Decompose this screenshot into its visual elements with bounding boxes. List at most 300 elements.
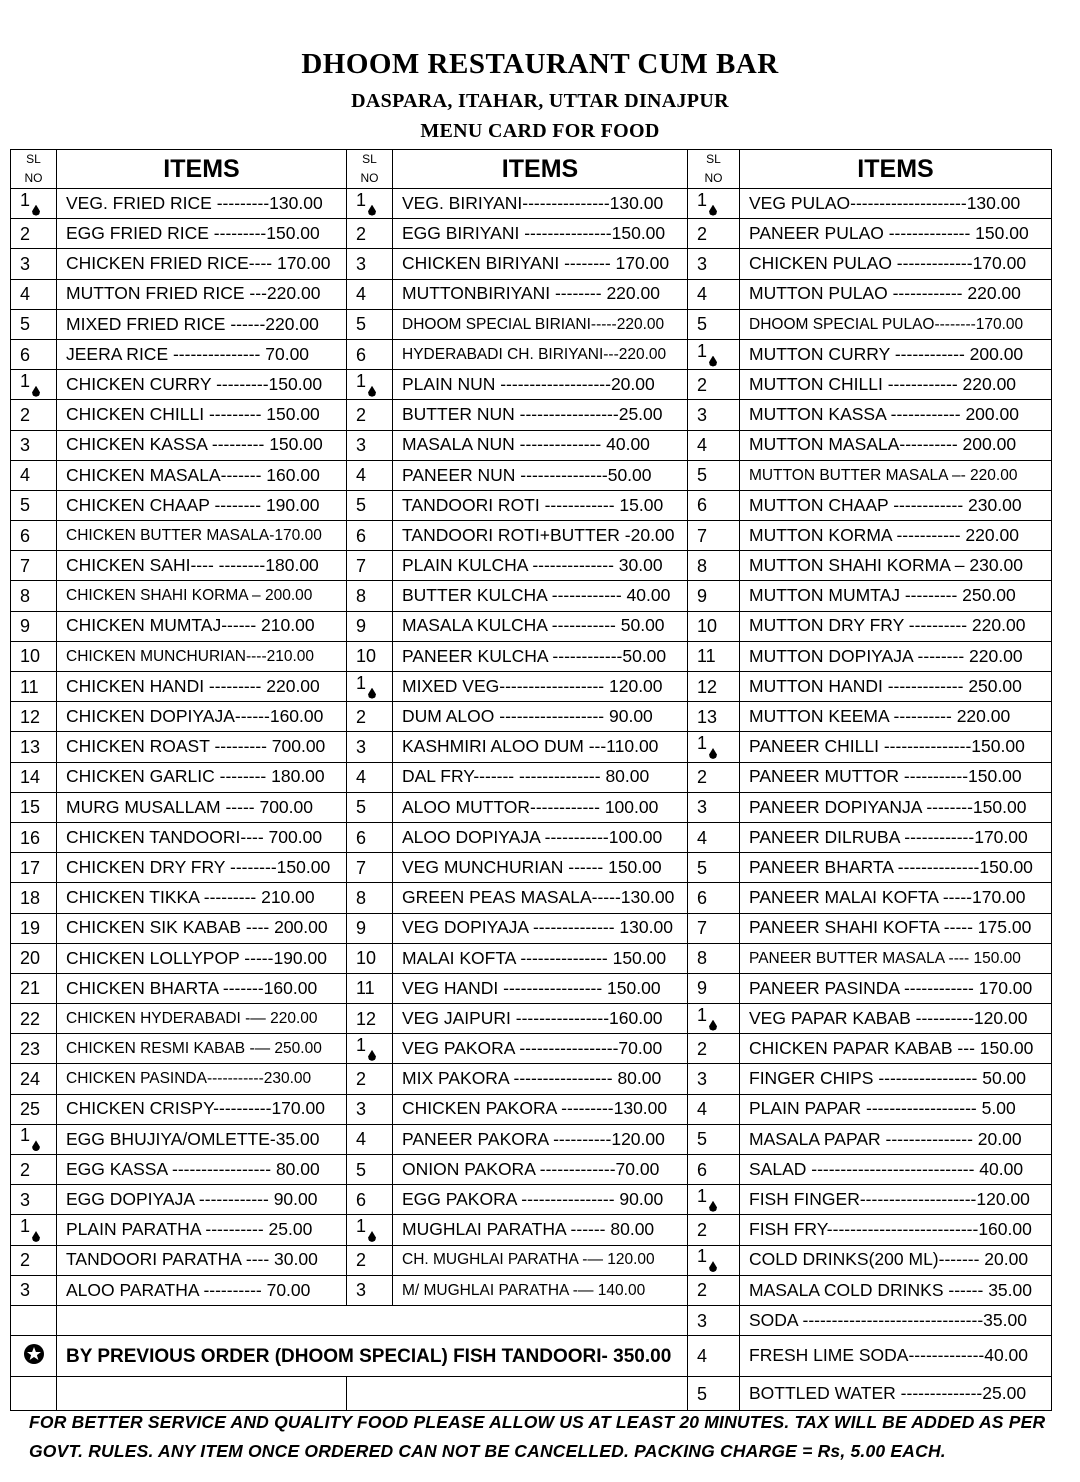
serial-number: 6 xyxy=(11,339,57,369)
serial-number: 20 xyxy=(11,943,57,973)
menu-item: MUTTON KASSA ------------ 200.00 xyxy=(740,400,1052,430)
menu-item: PLAIN KULCHA -------------- 30.00 xyxy=(393,551,688,581)
serial-number: 2 xyxy=(11,219,57,249)
serial-number: 3 xyxy=(11,1185,57,1215)
serial-number: 9 xyxy=(347,611,393,641)
menu-item: MUTTON FRIED RICE ---220.00 xyxy=(57,279,347,309)
menu-item: MUTTONBIRIYANI -------- 220.00 xyxy=(393,279,688,309)
serial-number: 9 xyxy=(347,913,393,943)
serial-number: 3 xyxy=(688,400,740,430)
serial-number: 7 xyxy=(688,521,740,551)
table-row xyxy=(11,339,1052,369)
drop-icon xyxy=(32,386,40,397)
table-row xyxy=(11,460,1052,490)
menu-item: CHICKEN BIRIYANI -------- 170.00 xyxy=(393,249,688,279)
menu-item: CHICKEN CRISPY----------170.00 xyxy=(57,1094,347,1124)
menu-item: COLD DRINKS(200 ML)------- 20.00 xyxy=(740,1245,1052,1275)
table-row xyxy=(11,219,1052,249)
serial-number: 4 xyxy=(11,460,57,490)
table-row xyxy=(11,1215,1052,1245)
menu-item: TANDOORI ROTI+BUTTER -20.00 xyxy=(393,521,688,551)
serial-number: 9 xyxy=(688,581,740,611)
menu-item: MIXED VEG------------------ 120.00 xyxy=(393,672,688,702)
serial-number: 2 xyxy=(688,1275,740,1305)
menu-item: CHICKEN BHARTA -------160.00 xyxy=(57,973,347,1003)
menu-subtitle: MENU CARD FOR FOOD xyxy=(420,120,660,142)
serial-number: 4 xyxy=(688,822,740,852)
drop-icon xyxy=(368,205,376,216)
sl-no-header: SL NO xyxy=(347,150,393,189)
table-row xyxy=(11,1185,1052,1215)
drop-icon xyxy=(32,1231,40,1242)
drop-icon xyxy=(709,1020,717,1031)
serial-number: 4 xyxy=(688,1094,740,1124)
menu-item: PANEER DOPIYANJA --------150.00 xyxy=(740,792,1052,822)
serial-number: 15 xyxy=(11,792,57,822)
serial-number: 10 xyxy=(688,611,740,641)
serial-number: 4 xyxy=(347,279,393,309)
table-row xyxy=(11,1377,1052,1411)
serial-number: 23 xyxy=(11,1034,57,1064)
menu-item: DAL FRY------- -------------- 80.00 xyxy=(393,762,688,792)
drop-icon xyxy=(32,205,40,216)
serial-number: 3 xyxy=(347,732,393,762)
serial-number: 13 xyxy=(11,732,57,762)
menu-item: MUTTON MASALA---------- 200.00 xyxy=(740,430,1052,460)
restaurant-address: DASPARA, ITAHAR, UTTAR DINAJPUR xyxy=(351,90,729,112)
menu-item: SODA -------------------------------35.00 xyxy=(740,1305,1052,1335)
menu-item: MUTTON BUTTER MASALA –- 220.00 xyxy=(740,460,1052,490)
serial-number: 3 xyxy=(11,1275,57,1305)
menu-item: VEG PULAO--------------------130.00 xyxy=(740,189,1052,219)
serial-number: 3 xyxy=(688,1305,740,1335)
serial-number: 3 xyxy=(688,1064,740,1094)
table-row xyxy=(11,430,1052,460)
table-row xyxy=(11,400,1052,430)
menu-item: EGG KASSA ----------------- 80.00 xyxy=(57,1155,347,1185)
empty-cell xyxy=(57,1305,688,1335)
menu-item: PANEER PULAO -------------- 150.00 xyxy=(740,219,1052,249)
menu-item: PLAIN NUN -------------------20.00 xyxy=(393,370,688,400)
menu-item: CHICKEN MASALA------- 160.00 xyxy=(57,460,347,490)
empty-cell xyxy=(57,1377,347,1411)
menu-item: MUTTON MUMTAJ --------- 250.00 xyxy=(740,581,1052,611)
serial-number: 1 xyxy=(11,1124,57,1154)
menu-item: MUTTON PULAO ------------ 220.00 xyxy=(740,279,1052,309)
table-row xyxy=(11,853,1052,883)
menu-item: FISH FRY--------------------------160.00 xyxy=(740,1215,1052,1245)
menu-item: CHICKEN GARLIC -------- 180.00 xyxy=(57,762,347,792)
serial-number: 1 xyxy=(688,732,740,762)
serial-number: 8 xyxy=(347,581,393,611)
items-header: ITEMS xyxy=(393,150,688,189)
menu-item: CHICKEN PAPAR KABAB --- 150.00 xyxy=(740,1034,1052,1064)
serial-number: 6 xyxy=(688,1155,740,1185)
serial-number: 12 xyxy=(347,1004,393,1034)
serial-number: 5 xyxy=(11,490,57,520)
menu-item: MALAI KOFTA --------------- 150.00 xyxy=(393,943,688,973)
menu-item: VEG JAIPURI ----------------160.00 xyxy=(393,1004,688,1034)
menu-item: M/ MUGHLAI PARATHA -— 140.00 xyxy=(393,1275,688,1305)
menu-item: PANEER SHAHI KOFTA ----- 175.00 xyxy=(740,913,1052,943)
menu-item: SALAD ---------------------------- 40.00 xyxy=(740,1155,1052,1185)
menu-item: CHICKEN DRY FRY --------150.00 xyxy=(57,853,347,883)
serial-number: 1 xyxy=(688,1185,740,1215)
menu-item: VEG. FRIED RICE ---------130.00 xyxy=(57,189,347,219)
table-row xyxy=(11,943,1052,973)
serial-number: 6 xyxy=(347,521,393,551)
table-row xyxy=(11,1064,1052,1094)
serial-number: 1 xyxy=(347,370,393,400)
serial-number: 3 xyxy=(688,249,740,279)
menu-item: CHICKEN SHAHI KORMA – 200.00 xyxy=(57,581,347,611)
serial-number: 6 xyxy=(347,339,393,369)
menu-item: VEG. BIRIYANI---------------130.00 xyxy=(393,189,688,219)
serial-number: 11 xyxy=(347,973,393,1003)
menu-item: CHICKEN KASSA --------- 150.00 xyxy=(57,430,347,460)
empty-cell xyxy=(347,1377,688,1411)
table-row xyxy=(11,279,1052,309)
table-row xyxy=(11,521,1052,551)
menu-item: CHICKEN CHAAP -------- 190.00 xyxy=(57,490,347,520)
menu-item: CH. MUGHLAI PARATHA -— 120.00 xyxy=(393,1245,688,1275)
menu-item: FRESH LIME SODA-------------40.00 xyxy=(740,1336,1052,1377)
serial-number: 4 xyxy=(347,460,393,490)
table-row xyxy=(11,309,1052,339)
menu-item: MUTTON SHAHI KORMA – 230.00 xyxy=(740,551,1052,581)
serial-number: 2 xyxy=(347,1245,393,1275)
table-row xyxy=(11,732,1052,762)
menu-item: DHOOM SPECIAL PULAO--------170.00 xyxy=(740,309,1052,339)
table-row xyxy=(11,611,1052,641)
serial-number: 2 xyxy=(11,1155,57,1185)
serial-number: 5 xyxy=(347,490,393,520)
serial-number: 11 xyxy=(688,641,740,671)
serial-number: 25 xyxy=(11,1094,57,1124)
menu-item: EGG BIRIYANI ---------------150.00 xyxy=(393,219,688,249)
serial-number: 10 xyxy=(347,641,393,671)
serial-number: 5 xyxy=(347,1155,393,1185)
serial-number: 5 xyxy=(688,460,740,490)
menu-item: EGG BHUJIYA/OMLETTE-35.00 xyxy=(57,1124,347,1154)
menu-item: FISH FINGER--------------------120.00 xyxy=(740,1185,1052,1215)
menu-table xyxy=(10,149,1052,1411)
drop-icon xyxy=(368,688,376,699)
table-row xyxy=(11,822,1052,852)
menu-item: ALOO DOPIYAJA -----------100.00 xyxy=(393,822,688,852)
serial-number: 5 xyxy=(688,309,740,339)
table-row xyxy=(11,641,1052,671)
menu-item: MUTTON CURRY ------------ 200.00 xyxy=(740,339,1052,369)
items-header: ITEMS xyxy=(740,150,1052,189)
table-row xyxy=(11,551,1052,581)
serial-number: 2 xyxy=(347,219,393,249)
menu-item: CHICKEN FRIED RICE---- 170.00 xyxy=(57,249,347,279)
serial-number: 4 xyxy=(347,762,393,792)
serial-number: 5 xyxy=(688,1377,740,1411)
serial-number: 10 xyxy=(347,943,393,973)
menu-item: CHICKEN PAKORA ---------130.00 xyxy=(393,1094,688,1124)
serial-number: 6 xyxy=(688,490,740,520)
empty-cell xyxy=(11,1377,57,1411)
serial-number: 9 xyxy=(688,973,740,1003)
table-row xyxy=(11,1275,1052,1305)
menu-item: GREEN PEAS MASALA-----130.00 xyxy=(393,883,688,913)
menu-item: CHICKEN HANDI --------- 220.00 xyxy=(57,672,347,702)
serial-number: 5 xyxy=(347,309,393,339)
serial-number: 2 xyxy=(688,762,740,792)
table-row xyxy=(11,672,1052,702)
drop-icon xyxy=(368,386,376,397)
menu-item: CHICKEN ROAST --------- 700.00 xyxy=(57,732,347,762)
menu-item: HYDERABADI CH. BIRIYANI---220.00 xyxy=(393,339,688,369)
serial-number: 4 xyxy=(688,1336,740,1377)
restaurant-title: DHOOM RESTAURANT CUM BAR xyxy=(301,48,779,80)
menu-item: CHICKEN CURRY ---------150.00 xyxy=(57,370,347,400)
table-row xyxy=(11,581,1052,611)
menu-item: VEG DOPIYAJA -------------- 130.00 xyxy=(393,913,688,943)
serial-number: 4 xyxy=(347,1124,393,1154)
menu-item: TANDOORI ROTI ------------ 15.00 xyxy=(393,490,688,520)
menu-item: PANEER KULCHA ------------50.00 xyxy=(393,641,688,671)
serial-number: 8 xyxy=(688,551,740,581)
table-row xyxy=(11,883,1052,913)
table-row xyxy=(11,1155,1052,1185)
menu-item: MIX PAKORA ----------------- 80.00 xyxy=(393,1064,688,1094)
menu-item: PANEER MUTTOR -----------150.00 xyxy=(740,762,1052,792)
drop-icon xyxy=(368,1050,376,1061)
table-row xyxy=(11,1094,1052,1124)
menu-item: CHICKEN LOLLYPOP -----190.00 xyxy=(57,943,347,973)
menu-item: VEG PAKORA -----------------70.00 xyxy=(393,1034,688,1064)
serial-number: 1 xyxy=(11,370,57,400)
serial-number: 7 xyxy=(688,913,740,943)
menu-item: CHICKEN SAHI---- --------180.00 xyxy=(57,551,347,581)
menu-item: TANDOORI PARATHA ---- 30.00 xyxy=(57,1245,347,1275)
table-row xyxy=(11,1124,1052,1154)
menu-item: ONION PAKORA -------------70.00 xyxy=(393,1155,688,1185)
menu-item: PANEER PAKORA ----------120.00 xyxy=(393,1124,688,1154)
table-row xyxy=(11,490,1052,520)
serial-number: 2 xyxy=(688,1215,740,1245)
drop-icon xyxy=(709,748,717,759)
menu-item: MUTTON DOPIYAJA -------- 220.00 xyxy=(740,641,1052,671)
serial-number: 2 xyxy=(347,400,393,430)
menu-item: PLAIN PAPAR ------------------- 5.00 xyxy=(740,1094,1052,1124)
serial-number: 9 xyxy=(11,611,57,641)
serial-number: 8 xyxy=(347,883,393,913)
table-row xyxy=(11,792,1052,822)
serial-number: 5 xyxy=(347,792,393,822)
drop-icon xyxy=(709,356,717,367)
serial-number: 2 xyxy=(347,1064,393,1094)
serial-number: 1 xyxy=(347,189,393,219)
serial-number: 1 xyxy=(347,1034,393,1064)
serial-number: 13 xyxy=(688,702,740,732)
column-header-row xyxy=(11,150,1052,189)
menu-item: CHICKEN CHILLI --------- 150.00 xyxy=(57,400,347,430)
menu-item: MUTTON KEEMA ---------- 220.00 xyxy=(740,702,1052,732)
menu-item: JEERA RICE --------------- 70.00 xyxy=(57,339,347,369)
menu-item: MUTTON HANDI ------------- 250.00 xyxy=(740,672,1052,702)
menu-item: MURG MUSALLAM ----- 700.00 xyxy=(57,792,347,822)
menu-item: CHICKEN PASINDA-----------230.00 xyxy=(57,1064,347,1094)
special-order-text: BY PREVIOUS ORDER (DHOOM SPECIAL) FISH TANDOORI- 350.00 xyxy=(57,1336,688,1377)
serial-number: 8 xyxy=(688,943,740,973)
drop-icon xyxy=(709,1261,717,1272)
menu-item: VEG MUNCHURIAN ------ 150.00 xyxy=(393,853,688,883)
menu-item: MASALA KULCHA ----------- 50.00 xyxy=(393,611,688,641)
serial-number: 2 xyxy=(347,702,393,732)
serial-number: 5 xyxy=(688,853,740,883)
menu-item: MUTTON KORMA ----------- 220.00 xyxy=(740,521,1052,551)
menu-item: MUGHLAI PARATHA ------ 80.00 xyxy=(393,1215,688,1245)
table-row xyxy=(11,189,1052,219)
serial-number: 12 xyxy=(688,672,740,702)
menu-item: DHOOM SPECIAL BIRIANI-----220.00 xyxy=(393,309,688,339)
menu-item: MASALA NUN -------------- 40.00 xyxy=(393,430,688,460)
table-row xyxy=(11,913,1052,943)
menu-item: PLAIN PARATHA ---------- 25.00 xyxy=(57,1215,347,1245)
menu-item: MIXED FRIED RICE ------220.00 xyxy=(57,309,347,339)
menu-item: BOTTLED WATER --------------25.00 xyxy=(740,1377,1052,1411)
menu-item: CHICKEN MUMTAJ------ 210.00 xyxy=(57,611,347,641)
menu-item: EGG PAKORA ---------------- 90.00 xyxy=(393,1185,688,1215)
serial-number: 1 xyxy=(688,189,740,219)
serial-number: 3 xyxy=(347,249,393,279)
serial-number: 6 xyxy=(11,521,57,551)
items-header: ITEMS xyxy=(57,150,347,189)
serial-number: 3 xyxy=(11,430,57,460)
serial-number: 24 xyxy=(11,1064,57,1094)
table-row xyxy=(11,249,1052,279)
menu-item: VEG PAPAR KABAB ----------120.00 xyxy=(740,1004,1052,1034)
menu-item: BUTTER NUN -----------------25.00 xyxy=(393,400,688,430)
menu-item: MASALA PAPAR --------------- 20.00 xyxy=(740,1124,1052,1154)
drop-icon xyxy=(32,1140,40,1151)
table-row xyxy=(11,370,1052,400)
serial-number: 2 xyxy=(688,1034,740,1064)
menu-item: MUTTON CHILLI ------------ 220.00 xyxy=(740,370,1052,400)
table-row xyxy=(11,1034,1052,1064)
serial-number: 14 xyxy=(11,762,57,792)
serial-number: 7 xyxy=(11,551,57,581)
serial-number: 16 xyxy=(11,822,57,852)
serial-number: 10 xyxy=(11,641,57,671)
drop-icon xyxy=(709,205,717,216)
menu-item: CHICKEN TANDOORI---- 700.00 xyxy=(57,822,347,852)
menu-item: MASALA COLD DRINKS ------ 35.00 xyxy=(740,1275,1052,1305)
menu-item: BUTTER KULCHA ------------ 40.00 xyxy=(393,581,688,611)
serial-number: 7 xyxy=(347,551,393,581)
serial-number: 8 xyxy=(11,581,57,611)
menu-item: EGG DOPIYAJA ------------ 90.00 xyxy=(57,1185,347,1215)
menu-item: PANEER CHILLI ---------------150.00 xyxy=(740,732,1052,762)
serial-number: 2 xyxy=(11,1245,57,1275)
serial-number: 17 xyxy=(11,853,57,883)
serial-number: 1 xyxy=(11,189,57,219)
menu-item: DUM ALOO ------------------ 90.00 xyxy=(393,702,688,732)
table-row xyxy=(11,1004,1052,1034)
menu-item: PANEER NUN ---------------50.00 xyxy=(393,460,688,490)
drop-icon xyxy=(368,1231,376,1242)
table-row xyxy=(11,1245,1052,1275)
serial-number: 2 xyxy=(11,400,57,430)
footer-note-line-2: GOVT. RULES. ANY ITEM ONCE ORDERED CAN NOT BE CANCELLED. PACKING CHARGE = Rs, 5.00 EACH. xyxy=(29,1441,946,1461)
menu-item: CHICKEN HYDERABADI -— 220.00 xyxy=(57,1004,347,1034)
footer-note-line-1: FOR BETTER SERVICE AND QUALITY FOOD PLEASE ALLOW US AT LEAST 20 MINUTES. TAX WILL BE ADDED AS PER xyxy=(29,1412,1046,1432)
table-row xyxy=(11,762,1052,792)
serial-number: 1 xyxy=(688,1245,740,1275)
serial-number: 6 xyxy=(347,822,393,852)
serial-number: 21 xyxy=(11,973,57,1003)
menu-item: CHICKEN RESMI KABAB -— 250.00 xyxy=(57,1034,347,1064)
menu-item: EGG FRIED RICE ---------150.00 xyxy=(57,219,347,249)
serial-number: 5 xyxy=(688,1124,740,1154)
menu-item: PANEER PASINDA ------------ 170.00 xyxy=(740,973,1052,1003)
serial-number: 1 xyxy=(347,672,393,702)
menu-item: PANEER MALAI KOFTA -----170.00 xyxy=(740,883,1052,913)
serial-number: 3 xyxy=(347,1094,393,1124)
special-order-row xyxy=(11,1336,1052,1377)
serial-number: 1 xyxy=(347,1215,393,1245)
table-row xyxy=(11,1305,1052,1335)
menu-item: PANEER BUTTER MASALA ---- 150.00 xyxy=(740,943,1052,973)
drop-icon xyxy=(709,1201,717,1212)
sl-no-header: SL NO xyxy=(11,150,57,189)
sl-no-header: SL NO xyxy=(688,150,740,189)
star-badge-icon xyxy=(11,1336,57,1377)
serial-number: 6 xyxy=(688,883,740,913)
serial-number: 4 xyxy=(11,279,57,309)
menu-item: CHICKEN MUNCHURIAN----210.00 xyxy=(57,641,347,671)
serial-number: 4 xyxy=(688,279,740,309)
serial-number: 1 xyxy=(11,1215,57,1245)
menu-item: CHICKEN TIKKA --------- 210.00 xyxy=(57,883,347,913)
serial-number: 1 xyxy=(688,339,740,369)
menu-item: MUTTON DRY FRY ---------- 220.00 xyxy=(740,611,1052,641)
serial-number: 1 xyxy=(688,1004,740,1034)
menu-item: CHICKEN SIK KABAB ---- 200.00 xyxy=(57,913,347,943)
menu-item: MUTTON CHAAP ------------ 230.00 xyxy=(740,490,1052,520)
table-row xyxy=(11,702,1052,732)
menu-item: ALOO PARATHA ---------- 70.00 xyxy=(57,1275,347,1305)
serial-number: 7 xyxy=(347,853,393,883)
menu-item: KASHMIRI ALOO DUM ---110.00 xyxy=(393,732,688,762)
menu-item: CHICKEN BUTTER MASALA-170.00 xyxy=(57,521,347,551)
serial-number: 2 xyxy=(688,219,740,249)
menu-item: PANEER BHARTA --------------150.00 xyxy=(740,853,1052,883)
empty-cell xyxy=(11,1305,57,1335)
table-row xyxy=(11,973,1052,1003)
serial-number: 12 xyxy=(11,702,57,732)
serial-number: 18 xyxy=(11,883,57,913)
menu-item: PANEER DILRUBA ------------170.00 xyxy=(740,822,1052,852)
serial-number: 3 xyxy=(11,249,57,279)
serial-number: 3 xyxy=(347,1275,393,1305)
serial-number: 19 xyxy=(11,913,57,943)
serial-number: 4 xyxy=(688,430,740,460)
serial-number: 11 xyxy=(11,672,57,702)
menu-item: FINGER CHIPS ----------------- 50.00 xyxy=(740,1064,1052,1094)
menu-item: CHICKEN DOPIYAJA------160.00 xyxy=(57,702,347,732)
serial-number: 6 xyxy=(347,1185,393,1215)
menu-item: CHICKEN PULAO -------------170.00 xyxy=(740,249,1052,279)
serial-number: 22 xyxy=(11,1004,57,1034)
serial-number: 5 xyxy=(11,309,57,339)
menu-item: VEG HANDI ----------------- 150.00 xyxy=(393,973,688,1003)
menu-item: ALOO MUTTOR------------ 100.00 xyxy=(393,792,688,822)
